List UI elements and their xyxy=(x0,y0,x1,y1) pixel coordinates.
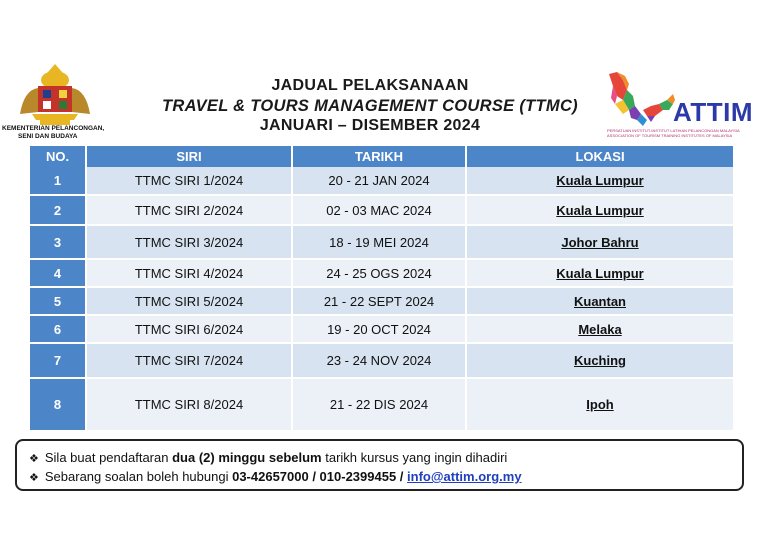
header-no: NO. xyxy=(30,146,86,167)
row-siri: TTMC SIRI 1/2024 xyxy=(86,167,292,195)
row-no: 5 xyxy=(30,287,86,315)
row-tarikh: 21 - 22 DIS 2024 xyxy=(292,378,466,431)
row-siri: TTMC SIRI 7/2024 xyxy=(86,343,292,378)
diamond-bullet-icon: ❖ xyxy=(29,453,39,465)
note-1-text-end: tarikh kursus yang ingin dihadiri xyxy=(321,450,508,465)
title-line-3: JANUARI – DISEMBER 2024 xyxy=(259,117,481,134)
row-siri: TTMC SIRI 6/2024 xyxy=(86,315,292,343)
row-lokasi: Kuala Lumpur xyxy=(466,195,734,225)
row-tarikh: 23 - 24 NOV 2024 xyxy=(292,343,466,378)
header-tarikh: TARIKH xyxy=(292,146,466,167)
note-1-text: Sila buat pendaftaran xyxy=(44,450,173,465)
row-siri: TTMC SIRI 8/2024 xyxy=(86,378,292,431)
row-no: 8 xyxy=(30,378,86,431)
title-line-2: TRAVEL & TOURS MANAGEMENT COURSE (TTMC) xyxy=(162,97,578,115)
row-siri: TTMC SIRI 3/2024 xyxy=(86,225,292,259)
title-line-1: JADUAL PELAKSANAAN xyxy=(271,77,469,94)
note-registration xyxy=(29,449,742,468)
row-no: 6 xyxy=(30,315,86,343)
row-lokasi: Kuala Lumpur xyxy=(466,167,734,195)
row-lokasi: Melaka xyxy=(466,315,734,343)
table-row xyxy=(30,343,734,378)
row-no: 1 xyxy=(30,167,86,195)
table-row xyxy=(30,167,734,195)
row-tarikh: 24 - 25 OGS 2024 xyxy=(292,259,466,287)
row-no: 3 xyxy=(30,225,86,259)
header-siri: SIRI xyxy=(86,146,292,167)
note-contact xyxy=(29,468,742,487)
row-lokasi: Kuala Lumpur xyxy=(466,259,734,287)
row-lokasi: Ipoh xyxy=(466,378,734,431)
row-siri: TTMC SIRI 4/2024 xyxy=(86,259,292,287)
table-row xyxy=(30,195,734,225)
note-2-text: Sebarang soalan boleh hubungi xyxy=(44,469,233,484)
row-siri: TTMC SIRI 5/2024 xyxy=(86,287,292,315)
row-siri: TTMC SIRI 2/2024 xyxy=(86,195,292,225)
attim-subtitle: PERSATUAN INSTITUT-INSTITUT LATIHAN PELANCONGAN MALAYSIA ASSOCIATION OF TOURISM TRAINING INSTITUTES OF MALAYSIA xyxy=(607,128,740,138)
header-lokasi: LOKASI xyxy=(466,146,734,167)
row-tarikh: 19 - 20 OCT 2024 xyxy=(292,315,466,343)
diamond-bullet-icon: ❖ xyxy=(29,472,39,484)
row-lokasi: Kuantan xyxy=(466,287,734,315)
table-header-row xyxy=(30,146,734,167)
attim-wordmark: ATTIM xyxy=(673,97,753,127)
schedule-table xyxy=(30,146,735,432)
table-row xyxy=(30,287,734,315)
notes-box xyxy=(15,439,744,491)
ministry-name xyxy=(2,125,122,141)
table-row xyxy=(30,378,734,431)
contact-phones: 03-42657000 / 010-2399455 / xyxy=(232,469,408,484)
ministry-line-1: KEMENTERIAN PELANCONGAN, xyxy=(2,125,105,132)
row-tarikh: 20 - 21 JAN 2024 xyxy=(292,167,466,195)
row-tarikh: 18 - 19 MEI 2024 xyxy=(292,225,466,259)
note-1-emphasis: dua (2) minggu sebelum xyxy=(172,450,322,465)
document-header xyxy=(0,0,768,145)
table-row xyxy=(30,225,734,259)
row-tarikh: 02 - 03 MAC 2024 xyxy=(292,195,466,225)
row-lokasi: Kuching xyxy=(466,343,734,378)
row-no: 2 xyxy=(30,195,86,225)
page-title xyxy=(110,76,630,136)
contact-email-link[interactable]: info@attim.org.my xyxy=(407,469,522,484)
row-tarikh: 21 - 22 SEPT 2024 xyxy=(292,287,466,315)
row-lokasi: Johor Bahru xyxy=(466,225,734,259)
ministry-line-2: SENI DAN BUDAYA xyxy=(18,133,78,140)
table-row xyxy=(30,315,734,343)
row-no: 4 xyxy=(30,259,86,287)
table-row xyxy=(30,259,734,287)
row-no: 7 xyxy=(30,343,86,378)
